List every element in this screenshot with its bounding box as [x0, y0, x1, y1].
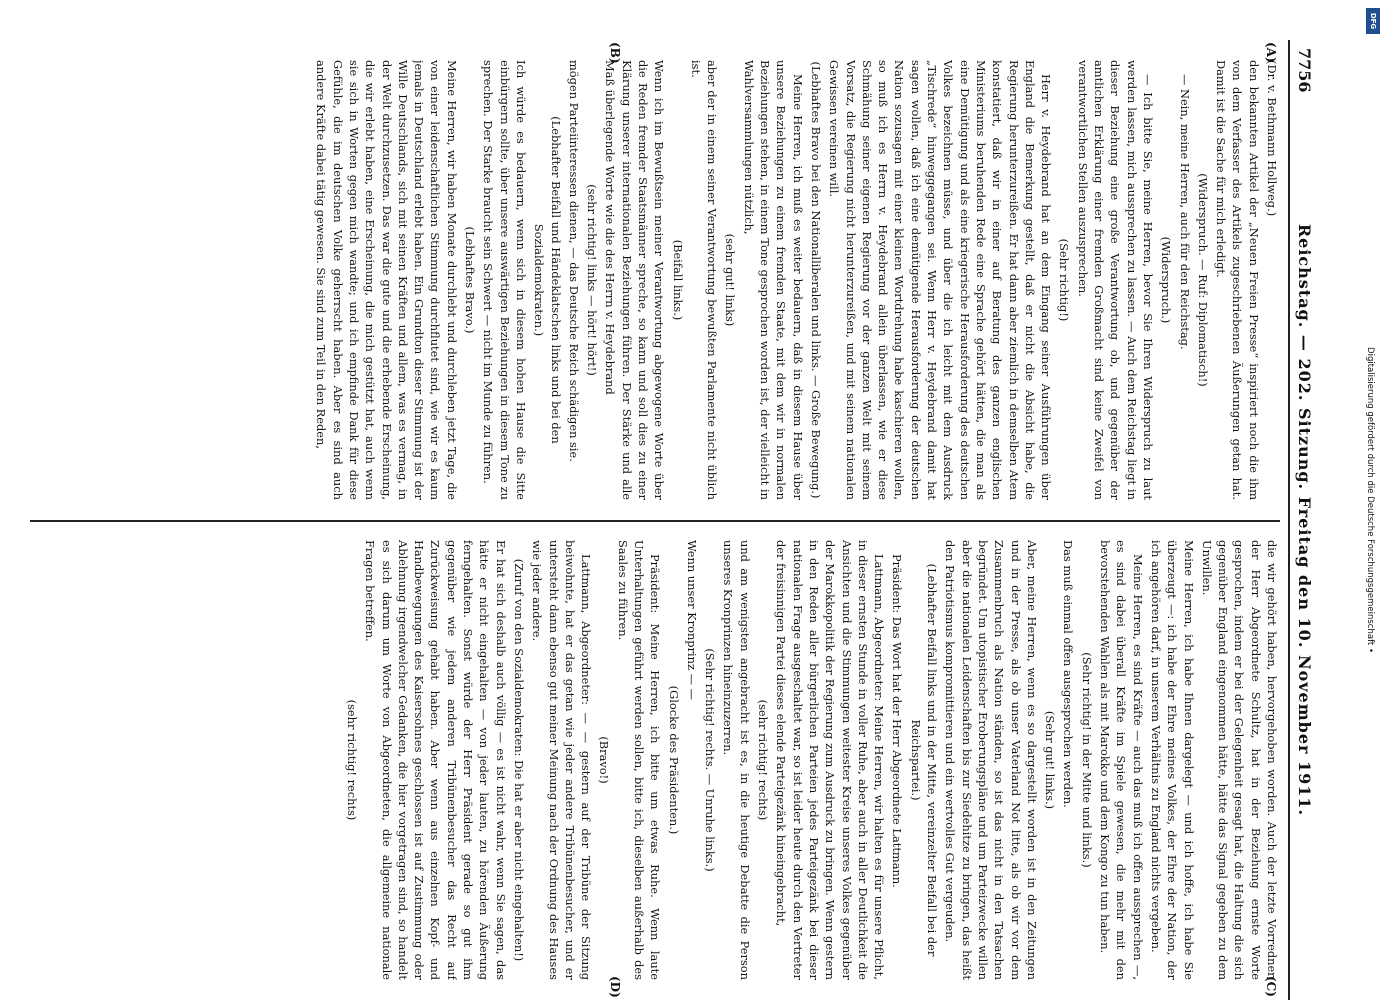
- margin-marker-d: (D): [608, 976, 622, 998]
- interjection: (Sehr richtig! rechts. — Unruhe links.): [703, 648, 718, 872]
- paragraph: Herr v. Heydebrand hat an dem Eingang seiner Ausführungen über England die Bemerkung gestellt, daß er nicht die Absicht habe, die Regierung herunterzureißen. Er hat dann aber ziemlich in demselben Atem konstatiert, daß wir in einer auf Beratung des ganzen englischen Ministeriums beruhenden Rede eine Sprache gehört hätten, die man als eine Demütigung und als eine kriegerische Herausforderung des deutschen Volkes bezeichnen müsse, und über die ich leicht mit dem Ausdruck „Tischrede“ hinweggegangen sei. Wenn Herr v. Heydebrand damit hat sagen wollen, daß ich eine demütigende Herausforderung der deutschen Nation sozusagen mit einer kleinen Wortdrehung habe kaschieren wollen, so muß ich es Herrn v. Heydebrand allein überlassen, wie er diese Schmähung seiner eigenen Regierung vor der ganzen Welt mit seinem Vorsatz, die Regierung nicht herunterzureißen, und mit seinem nationalen Gewissen vereinen will.: [827, 60, 1054, 500]
- margin-marker-c: (C): [1264, 976, 1278, 997]
- interjection: (sehr richtig! rechts): [344, 699, 359, 821]
- page-number: 7756: [1295, 48, 1314, 93]
- paragraph: die wir gehört haben, hervorgehoben worden. Auch der letzte Vorredner, der Herr Abgeordnete Schultz, hat in der Beziehung ernste Worte gesprochen, indem er bei der Gelegenheit gesagt hat, die Haltung die sich gegenüber England eingenommen hätte, hätte das Signal gegeben zu dem Unwillen.: [1199, 540, 1279, 980]
- interjection: (Sehr richtig!): [1057, 238, 1072, 322]
- paragraph: Wenn ich im Bewußtsein meiner Verantwortung abgewogene Worte über die Reden fremder Staatsmänner spreche, so kann und soll dies zu einer Klärung unserer internationalen Beziehungen führen. Der Stärke und alle Maß überlegende Worte wie die des Herrn v. Heydebrand: [603, 60, 667, 500]
- interjection: (Sehr gut! links.): [1043, 710, 1058, 810]
- paragraph: — Ich bitte Sie, meine Herren, bevor Sie Ihren Widerspruch zu laut werden lassen, mich aussprechen zu lassen. — Auch dem Reichstag liegt in dieser Beziehung eine große Verantwortung ob, und gegenüber der amtlichen Erklärung einer fremden Großmacht sind keine Zweifel von verantwortlichen Stellen auszusprechen.: [1075, 60, 1155, 500]
- paragraph: Meine Herren, ich muß es weiter bedauern, daß in diesem Hause über unsere Beziehungen zu einem fremden Staate, mit dem wir in normalen Beziehungen stehen, in einem Tone gesprochen worden ist, der vielleicht in Wahlversammlungen nützlich,: [741, 60, 805, 500]
- dfg-logo: [1366, 8, 1380, 34]
- paragraph: Wenn unser Kronprinz — —: [684, 540, 699, 701]
- digitization-note: [1363, 10, 1377, 990]
- left-column: [30, 60, 1280, 500]
- paragraph: aber der in einem seiner Verantwortung bewußten Parlamente nicht üblich ist.: [688, 60, 720, 500]
- page-header: [1288, 40, 1322, 1000]
- paragraph: Lattmann, Abgeordneter: Meine Herren, wir halten es für unsere Pflicht, in dieser ernsten Stunde in voller Ruhe, aber auch in aller Deutlichkeit die Ansichten und die Stimmungen weitester Kreise unseres Volkes gegenüber der Marokkopolitik der Regierung zum Ausdruck zu bringen. Wenn gestern in den Reden aller bürgerlichen Parteien jedes Parteigezänk bei dieser nationalen Frage ausgeschaltet war, so ist leider heute durch den Vertreter der freisinnigen Partei dieses elende Parteigezänk hineingebracht,: [774, 540, 887, 980]
- paragraph: — Nein, meine Herren, auch für den Reichstag.: [1177, 74, 1192, 350]
- header-rule: [1288, 40, 1290, 1000]
- interjection: (sehr richtig! links — hört! hört!): [585, 184, 600, 376]
- paragraph: Lattmann, Abgeordneter: — — gestern auf der Tribüne der Sitzung beiwohnte, hat er das getan wie jeder andere Tribünenbesucher, und er untersteht dann ebenso gut meiner Meinung nach der Ordnung des Hauses wie jeder andere.: [530, 540, 594, 980]
- interjection: (Zuruf von den Sozialdemokraten: Die hat er aber nicht eingehalten!): [511, 558, 526, 962]
- interjection: (Glocke des Präsidenten.): [666, 685, 681, 835]
- column-rule: [30, 520, 1280, 522]
- paragraph: Präsident: Das Wort hat der Herr Abgeordnete Lattmann.: [890, 554, 905, 888]
- page-title: Reichstag. — 202. Sitzung. Freitag den 10. November 1911.: [1295, 223, 1314, 817]
- paragraph: Das muß einmal offen ausgesprochen werden.: [1061, 540, 1076, 808]
- interjection: (sehr gut! links): [723, 233, 738, 327]
- interjection: (Bravo!): [597, 736, 612, 784]
- interjection: (Lebhaftes Bravo.): [463, 226, 478, 334]
- dfg-logo-text: DFG: [1369, 12, 1377, 30]
- paragraph: Präsident: Meine Herren, ich bitte um etwas Ruhe. Wenn laute Unterhaltungen geführt werden sollen, bitte ich, dieselben außerhalb des Saales zu führen.: [615, 540, 663, 980]
- paragraph: und am wenigsten angebracht ist es, in die heutige Debatte die Person unseres Kronprinzen hineinzuzerren.: [721, 540, 752, 980]
- interjection: (Lebhaftes Bravo bei den Nationalliberalen und links. — Große Bewegung.): [808, 61, 823, 499]
- interjection: (Widerspruch.): [1159, 236, 1174, 324]
- paragraph: Meine Herren, es sind Kräfte — auch das muß ich offen aussprechen —, es sind dabei überall Kräfte im Spiele gewesen, die mehr mit den bevorstehenden Wahlen als mit Marokko und dem Kongo zu tun haben.: [1098, 540, 1145, 980]
- paragraph: Aber, meine Herren, wenn es so dargestellt worden ist in den Zeitungen und in der Presse, als ob unser Vaterland Not litte, als ob wir vor dem Zusammenbruch als Nation ständen, so ist das nicht in den Tatsachen begründet. Um utopistischer Eroberungspläne und um Parteizwecke willen aber die nationalen Leidenschaften bis zur Siedehitze zu bringen, das heißt den Patriotismus kompromittieren und ein wertvolles Gut vergeuden.: [943, 540, 1039, 980]
- paragraph: (Dr. v. Bethmann Hollweg.): [1265, 60, 1279, 217]
- paragraph: mögen Parteiinteressen dienen, — das Deutsche Reich schädigen sie.: [566, 60, 581, 462]
- margin-marker-a: (A): [1264, 42, 1278, 63]
- paragraph: Meine Herren, ich habe Ihnen dargelegt — und ich hoffe, ich habe Sie überzeugt —: ich habe der Ehre meines Volkes, der Ehre der Nation, der ich angehören darf, in unserem Verhältnis zu England nichts vergeben.: [1148, 540, 1196, 980]
- digitization-note-text: Digitalisierung gefördert durch die Deutsche Forschungsgemeinschaft •: [1365, 347, 1375, 653]
- document-page: [0, 40, 1322, 1000]
- right-column: [30, 540, 1280, 980]
- interjection: (Beifall links.): [670, 239, 685, 321]
- interjection: (Lebhafter Beifall und Händeklatschen links und bei den Sozialdemokraten.): [532, 116, 563, 444]
- interjection: (Widerspruch. — Ruf: Diplomatisch!): [1195, 173, 1210, 387]
- interjection: (Lebhafter Beifall links und in der Mitte, vereinzelter Beifall bei der Reichspartei.): [908, 563, 940, 957]
- interjection: (Sehr richtig! in der Mitte und links.): [1079, 652, 1094, 868]
- paragraph: Meine Herren, wir haben Monate durchlebt und durchleben jetzt Tage, die von einer leidenschaftlichen Stimmung durchflutet sind, wie wir es kaum jemals in Deutschland erlebt haben. Ein Grundton dieser Stimmung ist der Wille Deutschlands, sich mit seinen Kräften und allem, was es vermag, in der Welt durchzusetzen. Das war die gute und die erhebende Erscheinung, die wir erlebt haben, eine Erscheinung, die mich gestützt hat, auch wenn sie sich in Worten gegen mich wandte; und ich empfinde Dank für diese Gefühle, die im deutschen Volke geherrscht haben. Aber es sind auch andere Kräfte dabei tätig gewesen. Sie sind zum Teil in den Reden,: [314, 60, 459, 500]
- paragraph: Ich würde es bedauern, wenn sich in diesem hohen Hause die Sitte einbürgern sollte, über unsere auswärtigen Beziehungen in diesem Tone zu sprechen. Der Starke braucht sein Schwert — nicht im Munde zu führen.: [481, 60, 528, 500]
- paragraph: Er hat sich deshalb auch völlig — es ist nicht wahr, wenn Sie sagen, das hätte er nicht eingehalten — von jeder lauten, zu hörenden Äußerung ferngehalten. Sonst würde der Herr Präsident gerade so gut ihm gegenüber wie jedem anderen Tribünenbesucher das Recht auf Zurückweisung gehabt haben. Aber wenn aus einzelnen Kopf- und Handbewegungen des Kaisersohnes geschlossen ist auf Zustimmung oder Ablehnung irgendwelcher Gedanken, die hier vorgetragen sind, so handelt es sich darum um Worte von Abgeordneten, die allgemeine nationale Fragen betreffen.: [363, 540, 508, 980]
- paragraph: den bekannten Artikel der „Neuen Freien Presse“ inspiriert noch die ihm von dem Verfasser des Artikels zugeschriebenen Äußerungen getan hat. Damit ist die Sache für mich erledigt.: [1214, 60, 1261, 500]
- interjection: (sehr richtig! rechts): [756, 699, 771, 821]
- margin-marker-b: (B): [608, 42, 622, 64]
